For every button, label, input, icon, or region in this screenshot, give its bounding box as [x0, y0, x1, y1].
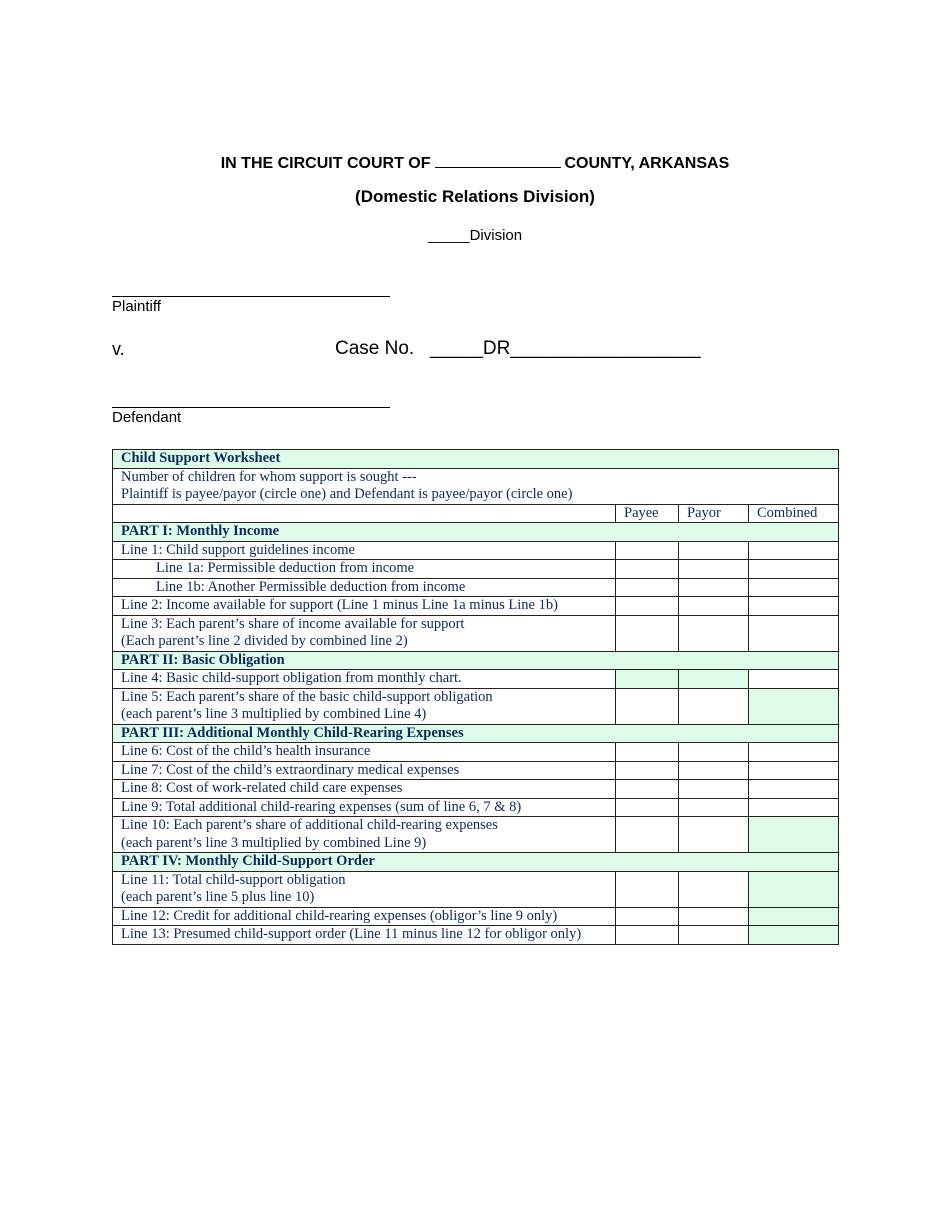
line6-payor-cell[interactable] — [679, 743, 749, 762]
part2-title: PART II: Basic Obligation — [113, 651, 839, 670]
case-number-field[interactable]: Case No. _____DR__________________ — [335, 338, 701, 359]
table-row — [113, 615, 839, 651]
versus-label: v. — [112, 339, 125, 359]
line11-payor-cell[interactable] — [679, 871, 749, 907]
line3-combined-cell[interactable] — [749, 615, 839, 651]
table-row — [113, 798, 839, 817]
line13-label: Line 13: Presumed child-support order (Line 11 minus line 12 for obligor only) — [113, 926, 616, 945]
table-row — [113, 817, 839, 853]
division-title: (Domestic Relations Division) — [355, 187, 595, 206]
worksheet-title: Child Support Worksheet — [113, 450, 839, 469]
line9-payee-cell[interactable] — [616, 798, 679, 817]
table-row — [113, 761, 839, 780]
line6-label: Line 6: Cost of the child’s health insurance — [113, 743, 616, 762]
line4-combined-cell[interactable] — [749, 670, 839, 689]
line4-label: Line 4: Basic child-support obligation from monthly chart. — [113, 670, 616, 689]
line4-payee-cell — [616, 670, 679, 689]
defendant-name-line[interactable] — [112, 407, 390, 408]
plaintiff-name-line[interactable] — [112, 296, 390, 297]
line11-combined-cell — [749, 871, 839, 907]
line13-payee-cell[interactable] — [616, 926, 679, 945]
line3-label: Line 3: Each parent’s share of income available for support (Each parent’s line 2 divided by combined line 2) — [113, 615, 616, 651]
plaintiff-label: Plaintiff — [112, 298, 161, 315]
line1-combined-cell[interactable] — [749, 541, 839, 560]
line13-payor-cell[interactable] — [679, 926, 749, 945]
line3-payee-cell[interactable] — [616, 615, 679, 651]
table-row — [113, 871, 839, 907]
part3-header-row — [113, 724, 839, 743]
line3-payor-cell[interactable] — [679, 615, 749, 651]
line1b-payee-cell[interactable] — [616, 578, 679, 597]
line8-payor-cell[interactable] — [679, 780, 749, 799]
line13-combined-cell — [749, 926, 839, 945]
line6-combined-cell[interactable] — [749, 743, 839, 762]
line5-label: Line 5: Each parent’s share of the basic child-support obligation (each parent’s line 3 multiplied by combined Line 4) — [113, 688, 616, 724]
part1-title: PART I: Monthly Income — [113, 523, 839, 542]
line6-payee-cell[interactable] — [616, 743, 679, 762]
defendant-label: Defendant — [112, 409, 182, 426]
line1b-combined-cell[interactable] — [749, 578, 839, 597]
line1a-label: Line 1a: Permissible deduction from income — [113, 560, 616, 579]
worksheet-intro-row — [113, 468, 839, 504]
line1a-payee-cell[interactable] — [616, 560, 679, 579]
part1-header-row — [113, 523, 839, 542]
child-support-worksheet-table — [112, 449, 839, 945]
line12-combined-cell — [749, 907, 839, 926]
line10-payee-cell[interactable] — [616, 817, 679, 853]
line1-payee-cell[interactable] — [616, 541, 679, 560]
part4-header-row — [113, 853, 839, 872]
line10-label: Line 10: Each parent’s share of additional child-rearing expenses (each parent’s line 3 multiplied by combined Line 9) — [113, 817, 616, 853]
line2-label: Line 2: Income available for support (Line 1 minus Line 1a minus Line 1b) — [113, 597, 616, 616]
table-row — [113, 743, 839, 762]
table-row — [113, 670, 839, 689]
column-header-row — [113, 504, 839, 523]
county-blank[interactable] — [435, 153, 561, 168]
line8-combined-cell[interactable] — [749, 780, 839, 799]
column-header-payor: Payor — [679, 504, 749, 523]
table-row — [113, 578, 839, 597]
part4-title: PART IV: Monthly Child-Support Order — [113, 853, 839, 872]
column-header-combined: Combined — [749, 504, 839, 523]
line10-payor-cell[interactable] — [679, 817, 749, 853]
line11-payee-cell[interactable] — [616, 871, 679, 907]
line10-combined-cell — [749, 817, 839, 853]
line11-label: Line 11: Total child-support obligation (each parent’s line 5 plus line 10) — [113, 871, 616, 907]
line9-label: Line 9: Total additional child-rearing expenses (sum of line 6, 7 & 8) — [113, 798, 616, 817]
column-header-blank — [113, 504, 616, 523]
worksheet-title-row — [113, 450, 839, 469]
line2-payor-cell[interactable] — [679, 597, 749, 616]
line4-payor-cell — [679, 670, 749, 689]
table-row — [113, 560, 839, 579]
line8-payee-cell[interactable] — [616, 780, 679, 799]
line1-label: Line 1: Child support guidelines income — [113, 541, 616, 560]
line7-combined-cell[interactable] — [749, 761, 839, 780]
part2-header-row — [113, 651, 839, 670]
table-row — [113, 541, 839, 560]
line1-payor-cell[interactable] — [679, 541, 749, 560]
line5-combined-cell — [749, 688, 839, 724]
line2-combined-cell[interactable] — [749, 597, 839, 616]
line9-payor-cell[interactable] — [679, 798, 749, 817]
line1a-combined-cell[interactable] — [749, 560, 839, 579]
column-header-payee: Payee — [616, 504, 679, 523]
table-row — [113, 780, 839, 799]
line9-combined-cell[interactable] — [749, 798, 839, 817]
part3-title: PART III: Additional Monthly Child-Rearing Expenses — [113, 724, 839, 743]
line7-label: Line 7: Cost of the child’s extraordinary medical expenses — [113, 761, 616, 780]
worksheet-intro: Number of children for whom support is sought --- Plaintiff is payee/payor (circle one) and Defendant is payee/payor (circle one) — [113, 468, 839, 504]
line1a-payor-cell[interactable] — [679, 560, 749, 579]
line12-label: Line 12: Credit for additional child-rearing expenses (obligor’s line 9 only) — [113, 907, 616, 926]
court-title-prefix: IN THE CIRCUIT COURT OF — [220, 155, 431, 172]
line12-payor-cell[interactable] — [679, 907, 749, 926]
line7-payor-cell[interactable] — [679, 761, 749, 780]
table-row — [113, 688, 839, 724]
table-row — [113, 926, 839, 945]
line8-label: Line 8: Cost of work-related child care expenses — [113, 780, 616, 799]
line5-payee-cell[interactable] — [616, 688, 679, 724]
line12-payee-cell[interactable] — [616, 907, 679, 926]
court-title-suffix: COUNTY, ARKANSAS — [564, 155, 730, 172]
line1b-label: Line 1b: Another Permissible deduction from income — [113, 578, 616, 597]
table-row — [113, 597, 839, 616]
line5-payor-cell[interactable] — [679, 688, 749, 724]
line1b-payor-cell[interactable] — [679, 578, 749, 597]
line7-payee-cell[interactable] — [616, 761, 679, 780]
division-line[interactable]: _____Division — [427, 227, 523, 244]
court-title — [0, 153, 950, 173]
line2-payee-cell[interactable] — [616, 597, 679, 616]
table-row — [113, 907, 839, 926]
